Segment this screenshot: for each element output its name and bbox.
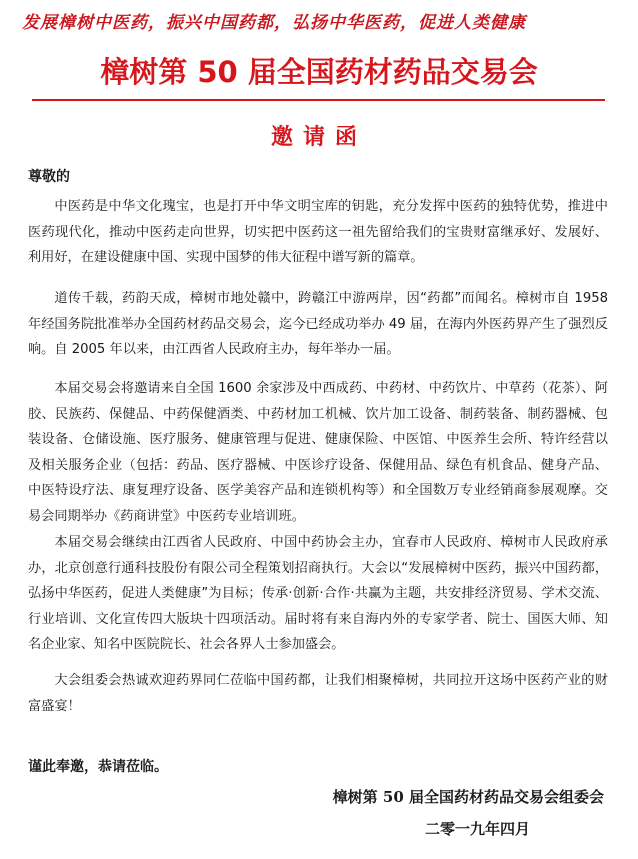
document-title: 樟树第 50 届全国药材药品交易会 — [100, 55, 538, 89]
body-paragraph-2: 道传千载，药韵天成，樟树市地处赣中，跨赣江中游两岸，因“药都”而闻名。樟树市自 1958 年经国务院批准举办全国药材药品交易会，迄今已经成功举办 49 届，在海内外医药界产生了强烈反响。自 2005 年以来，由江西省人民政府主办，每年举办一届。 — [28, 291, 608, 357]
body-paragraph-3: 本届交易会将邀请来自全国 1600 余家涉及中西成药、中药材、中药饮片、中草药（花茶）、阿胶、民族药、保健品、中药保健酒类、中药材加工机械、饮片加工设备、制药装备、制药器械、包装设备、仓储设施、医疗服务、健康管理与促进、健康保险、中医馆、中医养生会所、特许经营以及相关服务企业（包括：药品、医疗器械、中医诊疗设备、保健用品、绿色有机食品、健身产品、中医特设疗法、康复理疗设备、医学美容产品和连锁机构等）和全国数万专业经销商参展观摩。交易会同期举办《药商讲堂》中医药专业培训班。 — [28, 381, 608, 524]
body-paragraph-5: 大会组委会热诚欢迎药界同仁莅临中国药都，让我们相聚樟树，共同拉开这场中医药产业的财富盛宴！ — [28, 673, 608, 714]
salutation: 尊敬的 — [28, 169, 70, 185]
closing-line: 谨此奉邀，恭请莅临。 — [28, 759, 168, 775]
body-paragraph-4: 本届交易会继续由江西省人民政府、中国中药协会主办，宜春市人民政府、樟树市人民政府承办，北京创意行通科技股份有限公司全程策划招商执行。大会以“发展樟树中医药，振兴中国药都，弘扬中华医药，促进人类健康”为目标；传承·创新·合作·共赢为主题，共安排经济贸易、学术交流、行业培训、文化宣传四大版块十四项活动。届时将有来自海内外的专家学者、院士、国医大师、知名企业家、知名中医院院长、社会各界人士参加盛会。 — [28, 535, 608, 652]
body-paragraph-1: 中医药是中华文化瑰宝，也是打开中华文明宝库的钥匙，充分发挥中医药的独特优势，推进中医药现代化，推动中医药走向世界，切实把中医药这一祖先留给我们的宝贵财富继承好、发展好、利用好，在建设健康中国、实现中国梦的伟大征程中谱写新的篇章。 — [28, 199, 608, 265]
document-type-heading: 邀请函 — [270, 125, 367, 150]
signature-organization: 樟树第 50 届全国药材药品交易会组委会 — [332, 788, 604, 806]
header-slogan: 发展樟树中医药，振兴中国药都，弘扬中华医药，促进人类健康 — [22, 13, 526, 33]
title-divider — [32, 99, 605, 101]
signature-date: 二零一九年四月 — [424, 820, 530, 838]
